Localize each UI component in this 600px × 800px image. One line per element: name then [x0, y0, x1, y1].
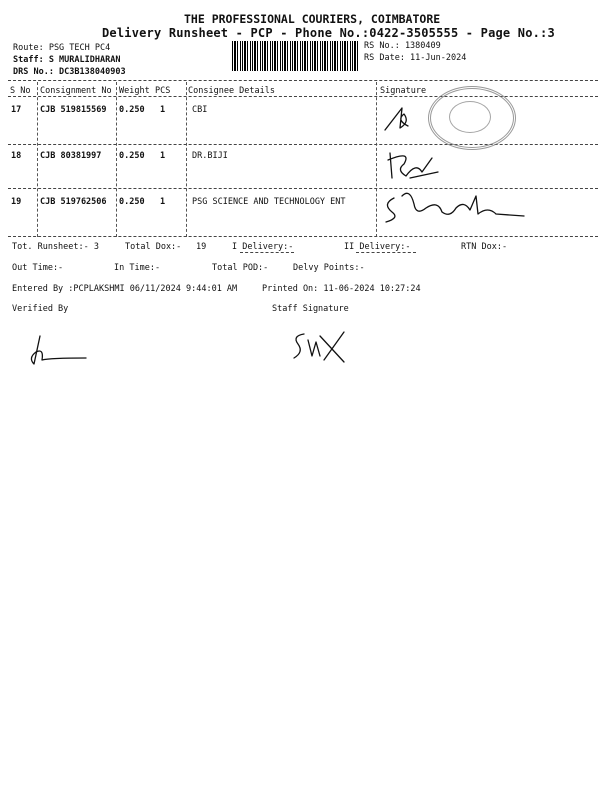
row-consignment: CJB 80381997 [40, 151, 102, 161]
runsheet-title: Delivery Runsheet - PCP - Phone No.:0422-3505555 - Page No.:3 [102, 26, 555, 40]
table-header-rule [8, 96, 598, 97]
row-weight: 0.250 [119, 197, 145, 207]
delivery-points: Delvy Points:- [293, 263, 365, 273]
company-seal-stamp-icon [428, 86, 516, 150]
row-consignment: CJB 519815569 [40, 105, 107, 115]
row-weight: 0.250 [119, 105, 145, 115]
barcode [232, 41, 360, 71]
in-time: In Time:- [114, 263, 161, 273]
col-divider [186, 82, 187, 237]
rtn-dox: RTN Dox:- [461, 242, 508, 252]
rs-date: RS Date: 11-Jun-2024 [364, 53, 467, 63]
signature-row-18 [382, 148, 462, 188]
row-consignee: PSG SCIENCE AND TECHNOLOGY ENT [192, 197, 346, 207]
row-rule [8, 144, 598, 145]
total-dox-label: Total Dox:- [125, 242, 182, 252]
drs-number: DRS No.: DC3B138040903 [13, 67, 126, 77]
row-pcs: 1 [160, 151, 166, 161]
col-header-consignee: Consignee Details [188, 86, 275, 96]
col-header-pcs: PCS [155, 86, 171, 96]
col-header-consignment: Consignment No [40, 86, 112, 96]
row-sno: 19 [11, 197, 22, 207]
out-time: Out Time:- [12, 263, 64, 273]
row-weight: 0.250 [119, 151, 145, 161]
staff-signature [290, 326, 360, 366]
ii-delivery-blank [356, 252, 416, 253]
staff-signature-label: Staff Signature [272, 304, 349, 314]
total-dox-value: 19 [196, 242, 207, 252]
ii-delivery: II Delivery:- [344, 242, 411, 252]
col-divider [116, 82, 117, 237]
company-title: THE PROFESSIONAL COURIERS, COIMBATORE [184, 12, 441, 26]
signature-row-17 [380, 100, 440, 140]
rs-number: RS No.: 1380409 [364, 41, 441, 51]
total-runsheet: Tot. Runsheet:- 3 [12, 242, 99, 252]
col-header-weight: Weight [119, 86, 150, 96]
col-header-sno: S No [10, 86, 31, 96]
col-divider [376, 82, 377, 237]
row-consignee: CBI [192, 105, 208, 115]
table-bottom-rule [8, 236, 598, 237]
staff-label: Staff: S MURALIDHARAN [13, 55, 121, 65]
row-sno: 18 [11, 151, 22, 161]
table-top-rule [8, 80, 598, 81]
row-pcs: 1 [160, 105, 166, 115]
i-delivery: I Delivery:- [232, 242, 294, 252]
entered-by: Entered By :PCPLAKSHMI 06/11/2024 9:44:01 AM [12, 284, 238, 294]
verified-by-signature [26, 330, 96, 370]
col-divider [37, 82, 38, 237]
row-consignment: CJB 519762506 [40, 197, 107, 207]
verified-by-label: Verified By [12, 304, 69, 314]
route-label: Route: PSG TECH PC4 [13, 43, 111, 53]
col-header-signature: Signature [380, 86, 427, 96]
row-pcs: 1 [160, 197, 166, 207]
row-consignee: DR.BIJI [192, 151, 228, 161]
row-sno: 17 [11, 105, 22, 115]
total-pod: Total POD:- [212, 263, 269, 273]
signature-row-19 [380, 186, 530, 226]
printed-on: Printed On: 11-06-2024 10:27:24 [262, 284, 421, 294]
i-delivery-blank [240, 252, 294, 253]
